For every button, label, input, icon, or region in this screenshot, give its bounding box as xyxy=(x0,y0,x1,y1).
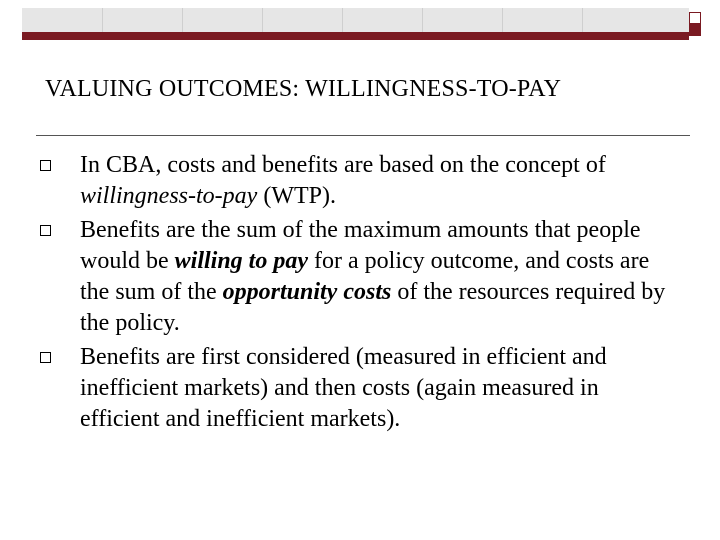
square-bullet-icon xyxy=(40,352,51,363)
bullet-text-emphasis: opportunity costs xyxy=(222,279,392,305)
bullet-text-part: of the resources required by the policy. xyxy=(80,279,666,336)
band-divider xyxy=(502,8,503,32)
slide-title: VALUING OUTCOMES: WILLINGNESS-TO-PAY xyxy=(45,76,562,102)
bullet-text-part: for a policy outcome, and costs are the sum of the xyxy=(80,248,650,305)
bullet-item xyxy=(40,150,680,212)
bullet-text xyxy=(80,152,606,209)
bullet-text xyxy=(80,217,665,336)
corner-square-icon xyxy=(689,12,701,24)
bullet-text-part: In CBA, costs and benefits are based on the concept of xyxy=(80,152,606,178)
square-bullet-icon xyxy=(40,225,51,236)
bullet-list xyxy=(40,150,680,438)
header-band xyxy=(22,8,689,40)
band-divider xyxy=(422,8,423,32)
band-divider xyxy=(262,8,263,32)
bullet-text-part: Benefits are first considered (measured in efficient and inefficient markets) and then costs (again measured in efficient and inefficient markets). xyxy=(80,344,607,432)
title-divider xyxy=(36,135,690,136)
corner-square-filled-icon xyxy=(689,24,701,36)
bullet-text-emphasis: willing to pay xyxy=(174,248,309,274)
square-bullet-icon xyxy=(40,160,51,171)
band-divider xyxy=(582,8,583,32)
bullet-item xyxy=(40,215,680,339)
band-divider xyxy=(342,8,343,32)
bullet-item xyxy=(40,342,680,435)
band-divider xyxy=(102,8,103,32)
band-divider xyxy=(182,8,183,32)
bullet-text-part: Benefits are the sum of the maximum amounts that people would be xyxy=(80,217,641,274)
bullet-text xyxy=(80,344,607,432)
bullet-text-part: (WTP). xyxy=(257,183,336,209)
bullet-text-emphasis: willingness-to-pay xyxy=(80,183,258,209)
